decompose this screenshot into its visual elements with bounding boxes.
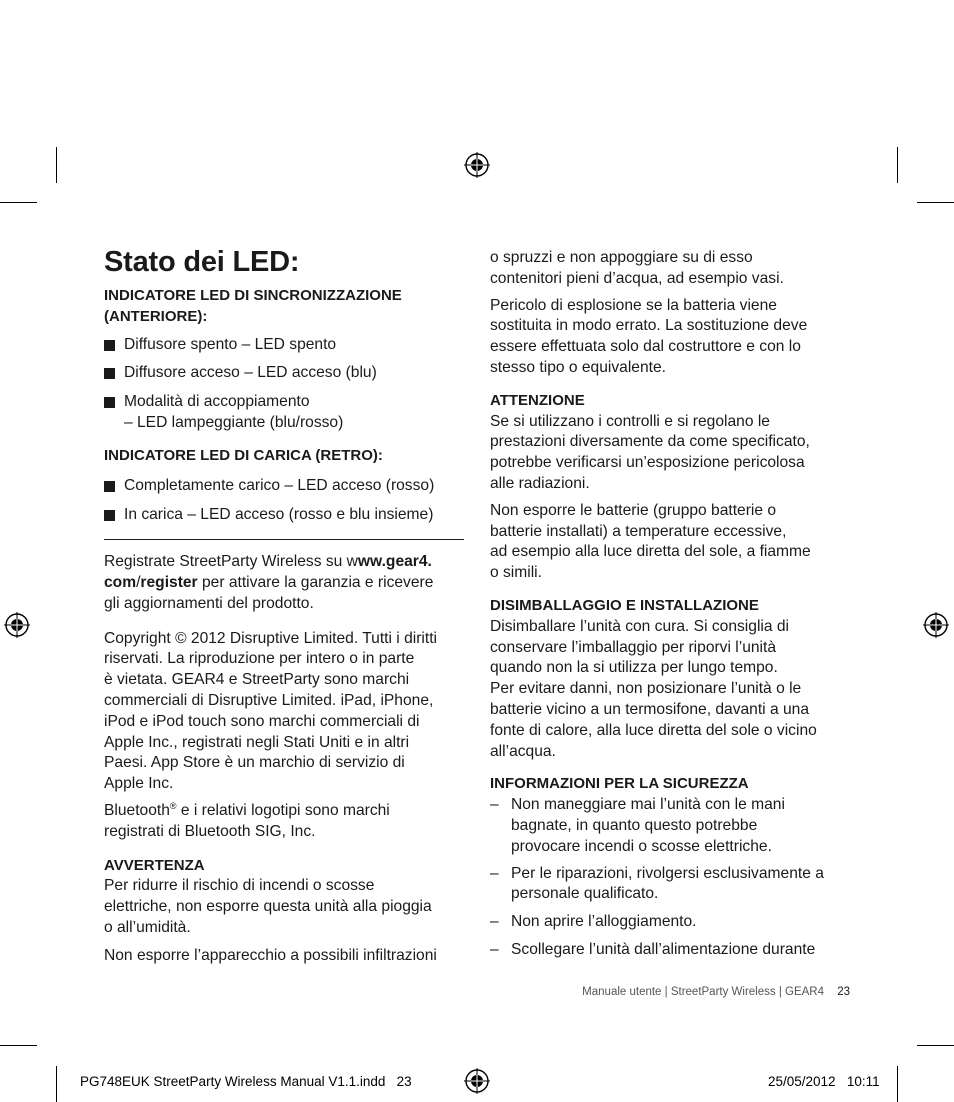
list-item-text: Diffusore acceso – LED acceso (blu): [124, 364, 377, 382]
sync-led-heading-line2: (ANTERIORE):: [104, 307, 208, 325]
sync-led-heading-line1: INDICATORE LED DI SINCRONIZZAZIONE: [104, 287, 402, 304]
register-url-slash: /: [136, 573, 141, 591]
text-line: batterie installati) a temperature eccessive,: [490, 522, 787, 540]
sync-led-list: [104, 335, 466, 434]
text-line: potrebbe verificarsi un’esposizione pericolosa: [490, 454, 805, 472]
warning-paragraph-2: Non esporre l’apparecchio a possibili infiltrazioni: [104, 946, 437, 964]
copyright-line: Apple Inc.: [104, 775, 174, 793]
text-line: sostituita in modo errato. La sostituzione deve: [490, 317, 808, 335]
page-number: 23: [837, 986, 850, 998]
text-line: Disimballare l’unità con cura. Si consiglia di: [490, 617, 790, 635]
text-line: batterie vicino a un termosifone, davanti a una: [490, 700, 810, 718]
list-item: [490, 940, 860, 961]
square-bullet-icon: [104, 397, 115, 408]
text-line: bagnate, in quanto questo potrebbe: [511, 816, 758, 834]
text-line: all’acqua.: [490, 742, 556, 760]
crop-mark-top-left-vertical: [56, 147, 57, 183]
text-line: conservare l’imballaggio per riporvi l’unità: [490, 638, 777, 656]
footer-label: Manuale utente | StreetParty Wireless | GEAR4: [582, 986, 824, 998]
list-item-text: Completamente carico – LED acceso (rosso): [124, 476, 435, 494]
text-line: Non esporre le batterie (gruppo batterie o: [490, 501, 777, 519]
list-item: [490, 864, 860, 906]
text-line: alle radiazioni.: [490, 474, 590, 492]
warning-line: o all’umidità.: [104, 918, 191, 936]
registration-mark-bottom-icon: [464, 1068, 490, 1094]
text-line: stesso tipo o equivalente.: [490, 358, 666, 376]
copyright-line: Apple Inc., registrati negli Stati Uniti e in altri: [104, 733, 410, 751]
crop-mark-top-right-vertical: [897, 147, 898, 183]
list-item-text: Diffusore spento – LED spento: [124, 335, 337, 353]
unpack-heading: DISIMBALLAGGIO E INSTALLAZIONE: [490, 596, 759, 614]
copyright-line: è vietata. GEAR4 e StreetParty sono marchi: [104, 671, 410, 689]
dash-bullet: –: [490, 940, 499, 958]
text-line: Per evitare danni, non posizionare l’unità o le: [490, 680, 802, 698]
copyright-line: Copyright © 2012 Disruptive Limited. Tutti i diritti: [104, 629, 438, 647]
attention-paragraph: [490, 412, 860, 495]
register-text: Registrate StreetParty Wireless su w: [104, 553, 358, 571]
list-item: [104, 335, 466, 356]
crop-mark-bottom-right-vertical: [897, 1066, 898, 1102]
slug-file-info: PG748EUK StreetParty Wireless Manual V1.1.indd 23: [80, 1074, 412, 1089]
register-text-cont: per attivare la garanzia e ricevere: [197, 573, 434, 591]
text-line: Pericolo di esplosione se la batteria viene: [490, 296, 777, 314]
battery-paragraph: [490, 501, 860, 584]
crop-mark-top-right-horizontal: [917, 202, 954, 203]
bluetooth-paragraph: [104, 801, 466, 843]
list-item-text: Modalità di accoppiamento: [124, 393, 310, 411]
list-item-text-continued: – LED lampeggiante (blu/rosso): [124, 413, 344, 431]
text-line: provocare incendi o scosse elettriche.: [511, 837, 772, 855]
crop-mark-bottom-left-vertical: [56, 1066, 57, 1102]
list-item: [104, 476, 466, 497]
bluetooth-word: Bluetooth: [104, 801, 170, 819]
charge-led-list: [104, 476, 466, 527]
list-item: [490, 795, 860, 857]
list-item: [104, 505, 466, 526]
text-line: o simili.: [490, 564, 542, 582]
registration-mark-left-icon: [4, 612, 30, 638]
list-item-text: In carica – LED acceso (rosso e blu insieme): [124, 506, 434, 524]
dash-bullet: –: [490, 913, 499, 931]
square-bullet-icon: [104, 368, 115, 379]
safety-list: [490, 795, 860, 961]
register-url-part3[interactable]: register: [140, 573, 198, 591]
square-bullet-icon: [104, 510, 115, 521]
text-line: contenitori pieni d’acqua, ad esempio vasi.: [490, 269, 784, 287]
crop-mark-bottom-left-horizontal: [0, 1045, 37, 1046]
register-text-end: gli aggiornamenti del prodotto.: [104, 594, 314, 612]
text-line: prestazioni diversamente da come specificato,: [490, 433, 810, 451]
text-line: Non aprire l’alloggiamento.: [511, 913, 697, 931]
text-line: fonte di calore, alla luce diretta del sole o vicino: [490, 721, 817, 739]
text-line: essere effettuata solo dal costruttore e con lo: [490, 338, 801, 356]
dash-bullet: –: [490, 864, 499, 882]
warning-heading: AVVERTENZA: [104, 856, 205, 874]
section-divider: [104, 539, 464, 540]
bluetooth-text: e i relativi logotipi sono marchi: [176, 801, 390, 819]
text-line: Non maneggiare mai l’unità con le mani: [511, 796, 785, 814]
text-line: ad esempio alla luce diretta del sole, a fiamme: [490, 543, 811, 561]
right-column: [490, 248, 860, 961]
square-bullet-icon: [104, 340, 115, 351]
text-line: Per le riparazioni, rivolgersi esclusivamente a: [511, 864, 824, 882]
crop-mark-bottom-right-horizontal: [917, 1045, 954, 1046]
splash-paragraph: [490, 248, 860, 290]
text-line: Scollegare l’unità dall’alimentazione durante: [511, 940, 816, 958]
register-url-part1[interactable]: ww.gear4.: [357, 553, 432, 571]
copyright-line: Paesi. App Store è un marchio di servizio di: [104, 754, 405, 772]
page-title: Stato dei LED:: [104, 246, 300, 278]
text-line: o spruzzi e non appoggiare su di esso: [490, 249, 753, 266]
attention-heading: ATTENZIONE: [490, 391, 585, 409]
registration-mark-right-icon: [923, 612, 949, 638]
charge-led-heading: INDICATORE LED DI CARICA (RETRO):: [104, 446, 383, 464]
copyright-line: commerciali di Disruptive Limited. iPad, iPhone,: [104, 691, 434, 709]
list-item: [104, 392, 466, 434]
registered-mark: ®: [169, 800, 177, 811]
bluetooth-text-line2: registrati di Bluetooth SIG, Inc.: [104, 822, 316, 840]
page-footer: [582, 986, 850, 998]
dash-bullet: –: [490, 796, 499, 814]
list-item: [490, 912, 860, 933]
square-bullet-icon: [104, 481, 115, 492]
crop-mark-top-left-horizontal: [0, 202, 37, 203]
copyright-line: riservati. La riproduzione per intero o in parte: [104, 650, 415, 668]
registration-paragraph: [104, 552, 466, 614]
sync-led-heading: [104, 286, 466, 328]
warning-line: Per ridurre il rischio di incendi o scosse: [104, 877, 375, 895]
warning-line: elettriche, non esporre questa unità alla pioggia: [104, 898, 432, 916]
safety-heading: INFORMAZIONI PER LA SICUREZZA: [490, 775, 749, 793]
explosion-paragraph: [490, 296, 860, 379]
text-line: quando non la si utilizza per lungo tempo.: [490, 659, 778, 677]
list-item: [104, 363, 466, 384]
unpack-paragraph: [490, 617, 860, 763]
warning-paragraph: [104, 876, 466, 938]
copyright-paragraph: [104, 629, 466, 795]
text-line: Se si utilizzano i controlli e si regolano le: [490, 412, 770, 430]
text-line: personale qualificato.: [511, 885, 659, 903]
copyright-line: iPod e iPod touch sono marchi commerciali di: [104, 712, 420, 730]
left-column: [104, 246, 466, 967]
register-url-part2[interactable]: com: [104, 573, 137, 591]
slug-date-time: 25/05/2012 10:11: [768, 1074, 880, 1089]
registration-mark-top-icon: [464, 152, 490, 178]
